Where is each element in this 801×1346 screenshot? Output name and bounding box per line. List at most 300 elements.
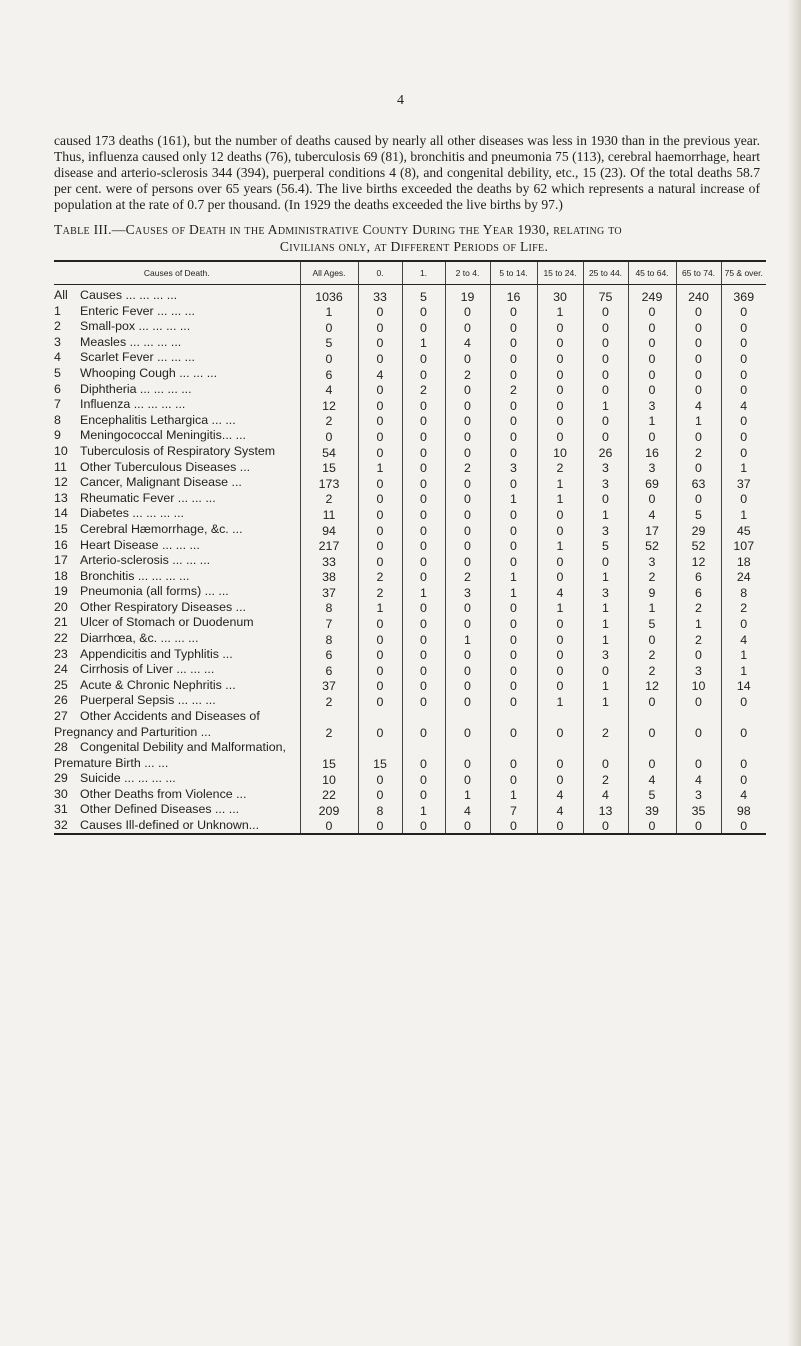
cause-name: Other Accidents and Diseases of Pregnancy and Parturition ... [54,709,260,739]
cause-name: Diphtheria ... ... ... ... [80,381,192,396]
value-cell: 5 [402,285,445,304]
value-cell: 0 [583,491,628,507]
cause-name: Congenital Debility and Malformation, Premature Birth ... ... [54,740,286,770]
header-age-5-14: 5 to 14. [490,261,537,285]
value-cell: 0 [358,709,402,740]
value-cell: 107 [721,538,766,554]
value-cell: 1 [583,569,628,585]
value-cell: 1 [583,397,628,413]
value-cell: 0 [300,319,358,335]
value-cell: 2 [358,569,402,585]
value-cell: 4 [358,366,402,382]
value-cell: 1 [358,460,402,476]
cause-cell [54,428,300,444]
value-cell: 35 [676,802,721,818]
value-cell: 0 [490,304,537,320]
cause-name: Other Respiratory Diseases ... [80,599,246,614]
value-cell: 0 [537,335,583,351]
value-cell: 1 [583,615,628,631]
value-cell: 0 [537,740,583,771]
value-cell: 16 [490,285,537,304]
value-cell: 0 [676,350,721,366]
value-cell: 0 [358,506,402,522]
cause-cell [54,647,300,663]
value-cell: 3 [676,787,721,803]
cause-number: 31 [54,802,68,817]
value-cell: 0 [402,740,445,771]
cause-number: 24 [54,662,68,677]
value-cell: 0 [402,428,445,444]
cause-cell [54,740,300,771]
value-cell: 0 [402,787,445,803]
value-cell: 0 [490,444,537,460]
cause-cell [54,818,300,835]
value-cell: 4 [583,787,628,803]
value-cell: 0 [402,522,445,538]
value-cell: 1 [537,600,583,616]
cause-number: 18 [54,568,68,583]
value-cell: 0 [721,818,766,835]
table-row [54,771,766,787]
value-cell: 0 [402,350,445,366]
table-title [54,222,774,255]
value-cell: 0 [721,491,766,507]
table-title-line1: Table III.—Causes of Death in the Administrative County During the Year 1930, relating to [54,222,622,237]
header-age-75-over: 75 & over. [721,261,766,285]
cause-number: 20 [54,599,68,614]
value-cell: 0 [445,647,490,663]
cause-cell [54,506,300,522]
value-cell: 0 [445,304,490,320]
value-cell: 6 [676,569,721,585]
value-cell: 29 [676,522,721,538]
value-cell: 0 [445,475,490,491]
value-cell: 69 [628,475,676,491]
cause-name: Causes ... ... ... ... [80,288,178,302]
value-cell: 4 [721,397,766,413]
value-cell: 2 [300,709,358,740]
value-cell: 0 [445,740,490,771]
value-cell: 0 [490,709,537,740]
value-cell: 0 [721,740,766,771]
value-cell: 0 [490,428,537,444]
value-cell: 0 [358,382,402,398]
value-cell: 10 [300,771,358,787]
intro-paragraph: caused 173 deaths (161), but the number of deaths caused by nearly all other diseases was less in 1930 than in the previous year. Thus, influenza caused only 12 deaths (76), tuberculosis 69 (81), bronchitis and pneumonia 75 (113), cerebral haemorrhage, heart disease and arterio-sclerosis 344 (394), puerperal conditions 4 (8), and congenital debility, etc., 15 (23). Of the total deaths 58.7 per cent. were of persons over 65 years (56.4). The live births exceeded the deaths by 62 which represents a natural increase of population at the rate of 0.7 per thousand. (In 1929 the deaths exceeded the live births by 97.) [54,132,760,213]
table-row [54,350,766,366]
value-cell: 0 [358,662,402,678]
value-cell: 0 [358,647,402,663]
value-cell: 0 [676,491,721,507]
table-row [54,631,766,647]
value-cell: 0 [358,678,402,694]
value-cell: 0 [402,491,445,507]
value-cell: 4 [628,506,676,522]
value-cell: 0 [537,662,583,678]
value-cell: 1 [537,538,583,554]
value-cell: 4 [537,802,583,818]
cause-cell [54,413,300,429]
cause-cell [54,444,300,460]
value-cell: 1 [583,693,628,709]
cause-number: 9 [54,428,61,443]
value-cell: 0 [721,428,766,444]
value-cell: 3 [628,553,676,569]
value-cell: 17 [628,522,676,538]
value-cell: 0 [537,350,583,366]
value-cell: 217 [300,538,358,554]
header-age-1: 1. [402,261,445,285]
value-cell: 33 [300,553,358,569]
value-cell: 0 [402,460,445,476]
value-cell: 0 [537,413,583,429]
value-cell: 10 [537,444,583,460]
value-cell: 0 [490,538,537,554]
value-cell: 0 [537,678,583,694]
value-cell: 249 [628,285,676,304]
value-cell: 0 [490,366,537,382]
value-cell: 2 [300,693,358,709]
cause-name: Bronchitis ... ... ... ... [80,568,190,583]
value-cell: 0 [628,428,676,444]
cause-name: Other Tuberculous Diseases ... [80,459,251,474]
value-cell: 3 [628,397,676,413]
value-cell: 22 [300,787,358,803]
value-cell: 0 [358,428,402,444]
cause-cell [54,335,300,351]
value-cell: 0 [402,569,445,585]
cause-cell [54,615,300,631]
cause-name: Enteric Fever ... ... ... [80,303,195,318]
value-cell: 14 [721,678,766,694]
value-cell: 37 [300,584,358,600]
cause-cell [54,475,300,491]
cause-cell [54,771,300,787]
table-row [54,428,766,444]
value-cell: 4 [628,771,676,787]
value-cell: 8 [721,584,766,600]
value-cell: 10 [676,678,721,694]
value-cell: 98 [721,802,766,818]
value-cell: 0 [402,506,445,522]
value-cell: 0 [358,771,402,787]
value-cell: 0 [300,350,358,366]
value-cell: 0 [490,647,537,663]
cause-cell [54,522,300,538]
value-cell: 0 [402,397,445,413]
header-age-2-4: 2 to 4. [445,261,490,285]
value-cell: 15 [300,740,358,771]
value-cell: 7 [490,802,537,818]
header-all-ages: All Ages. [300,261,358,285]
value-cell: 12 [300,397,358,413]
table-row [54,491,766,507]
value-cell: 0 [628,491,676,507]
cause-number: 29 [54,771,68,786]
cause-name: Pneumonia (all forms) ... ... [80,584,229,599]
cause-name: Cirrhosis of Liver ... ... ... [80,662,215,677]
value-cell: 5 [583,538,628,554]
value-cell: 6 [300,366,358,382]
value-cell: 0 [358,335,402,351]
value-cell: 0 [721,615,766,631]
cause-name: Heart Disease ... ... ... [80,537,200,552]
value-cell: 2 [300,413,358,429]
cause-name: Diarrhœa, &c. ... ... ... [80,631,199,646]
table-row [54,662,766,678]
cause-cell [54,802,300,818]
value-cell: 94 [300,522,358,538]
value-cell: 0 [445,818,490,835]
value-cell: 0 [358,319,402,335]
value-cell: 1 [402,335,445,351]
value-cell: 2 [628,662,676,678]
value-cell: 0 [402,444,445,460]
value-cell: 0 [583,428,628,444]
cause-number: 28 [54,740,68,755]
value-cell: 1 [721,506,766,522]
cause-number: 3 [54,334,61,349]
value-cell: 0 [490,475,537,491]
value-cell: 0 [721,709,766,740]
table-title-line2: Civilians only, at Different Periods of Life. [279,238,549,254]
cause-name: Appendicitis and Typhlitis ... [80,646,233,661]
table-row [54,382,766,398]
table-row [54,413,766,429]
value-cell: 5 [676,506,721,522]
value-cell: 0 [721,413,766,429]
value-cell: 24 [721,569,766,585]
value-cell: 4 [445,802,490,818]
value-cell: 2 [721,600,766,616]
value-cell: 6 [300,647,358,663]
value-cell: 0 [402,538,445,554]
value-cell: 1 [402,584,445,600]
value-cell: 0 [445,538,490,554]
value-cell: 18 [721,553,766,569]
value-cell: 0 [445,709,490,740]
value-cell: 0 [628,304,676,320]
value-cell: 1 [490,569,537,585]
cause-number: 17 [54,553,68,568]
value-cell: 5 [300,335,358,351]
value-cell: 0 [402,631,445,647]
cause-name: Puerperal Sepsis ... ... ... [80,693,216,708]
cause-name: Acute & Chronic Nephritis ... [80,677,236,692]
value-cell: 0 [358,444,402,460]
cause-number: 7 [54,397,61,412]
value-cell: 0 [445,506,490,522]
cause-number: 14 [54,506,68,521]
value-cell: 3 [583,522,628,538]
value-cell: 16 [628,444,676,460]
value-cell: 173 [300,475,358,491]
value-cell: 0 [445,350,490,366]
value-cell: 37 [300,678,358,694]
value-cell: 0 [537,522,583,538]
table-row [54,615,766,631]
value-cell: 1036 [300,285,358,304]
value-cell: 7 [300,615,358,631]
value-cell: 2 [358,584,402,600]
value-cell: 0 [445,428,490,444]
cause-cell [54,319,300,335]
value-cell: 0 [676,366,721,382]
value-cell: 1 [537,693,583,709]
cause-cell [54,366,300,382]
table-row [54,647,766,663]
cause-name: Tuberculosis of Respiratory System [80,443,276,458]
value-cell: 39 [628,802,676,818]
table-row [54,818,766,835]
header-age-45-64: 45 to 64. [628,261,676,285]
value-cell: 0 [676,382,721,398]
value-cell: 0 [490,662,537,678]
value-cell: 0 [676,709,721,740]
value-cell: 1 [445,631,490,647]
value-cell: 0 [358,631,402,647]
value-cell: 0 [721,444,766,460]
table-row [54,460,766,476]
table-row [54,600,766,616]
value-cell: 1 [490,491,537,507]
value-cell: 33 [358,285,402,304]
value-cell: 3 [583,475,628,491]
value-cell: 0 [445,600,490,616]
table-row [54,538,766,554]
cause-number: 19 [54,584,68,599]
value-cell: 2 [676,600,721,616]
value-cell: 0 [402,413,445,429]
table-row [54,506,766,522]
value-cell: 0 [490,615,537,631]
cause-cell [54,709,300,740]
value-cell: 0 [676,740,721,771]
cause-number: 10 [54,443,68,458]
table-row [54,584,766,600]
cause-name: Suicide ... ... ... ... [80,771,176,786]
value-cell: 0 [490,397,537,413]
value-cell: 0 [358,787,402,803]
value-cell: 8 [300,600,358,616]
value-cell: 1 [445,787,490,803]
value-cell: 75 [583,285,628,304]
value-cell: 0 [402,647,445,663]
value-cell: 0 [402,615,445,631]
cause-cell [54,569,300,585]
value-cell: 8 [358,802,402,818]
cause-number: 15 [54,521,68,536]
value-cell: 0 [445,319,490,335]
value-cell: 0 [490,631,537,647]
value-cell: 0 [721,304,766,320]
value-cell: 0 [537,709,583,740]
value-cell: 0 [676,319,721,335]
value-cell: 0 [490,319,537,335]
value-cell: 0 [628,319,676,335]
value-cell: 2 [676,444,721,460]
value-cell: 0 [583,662,628,678]
value-cell: 37 [721,475,766,491]
cause-name: Diabetes ... ... ... ... [80,506,184,521]
value-cell: 1 [537,475,583,491]
table-row [54,709,766,740]
cause-name: Arterio-sclerosis ... ... ... [80,553,211,568]
cause-cell [54,584,300,600]
value-cell: 0 [490,693,537,709]
value-cell: 3 [676,662,721,678]
value-cell: 13 [583,802,628,818]
value-cell: 2 [583,771,628,787]
value-cell: 0 [537,569,583,585]
value-cell: 2 [583,709,628,740]
value-cell: 0 [300,428,358,444]
cause-number: 8 [54,412,61,427]
cause-number: 1 [54,303,61,318]
value-cell: 1 [537,491,583,507]
value-cell: 0 [583,553,628,569]
value-cell: 4 [721,631,766,647]
cause-name: Cerebral Hæmorrhage, &c. ... [80,521,243,536]
value-cell: 0 [358,553,402,569]
value-cell: 0 [490,413,537,429]
cause-name: Whooping Cough ... ... ... [80,365,218,380]
value-cell: 5 [628,787,676,803]
table-row [54,569,766,585]
cause-cell [54,787,300,803]
value-cell: 0 [676,693,721,709]
value-cell: 0 [490,678,537,694]
value-cell: 0 [628,709,676,740]
cause-number: 23 [54,646,68,661]
value-cell: 12 [628,678,676,694]
cause-cell [54,397,300,413]
cause-number: 21 [54,615,68,630]
value-cell: 0 [358,693,402,709]
cause-name: Cancer, Malignant Disease ... [80,475,242,490]
value-cell: 0 [402,709,445,740]
value-cell: 0 [358,304,402,320]
value-cell: 0 [490,818,537,835]
cause-number: 32 [54,817,68,832]
cause-name: Encephalitis Lethargica ... ... [80,412,236,427]
value-cell: 0 [583,366,628,382]
cause-cell [54,538,300,554]
value-cell: 0 [676,818,721,835]
cause-cell [54,304,300,320]
table-row [54,693,766,709]
value-cell: 0 [402,366,445,382]
value-cell: 2 [445,460,490,476]
value-cell: 0 [537,553,583,569]
cause-number: All [54,288,68,302]
table-row [54,522,766,538]
value-cell: 0 [721,771,766,787]
value-cell: 0 [583,740,628,771]
value-cell: 209 [300,802,358,818]
cause-name: Scarlet Fever ... ... ... [80,350,195,365]
value-cell: 0 [537,615,583,631]
value-cell: 30 [537,285,583,304]
value-cell: 0 [583,818,628,835]
cause-number: 22 [54,631,68,646]
value-cell: 0 [445,771,490,787]
value-cell: 0 [490,600,537,616]
value-cell: 4 [300,382,358,398]
value-cell: 0 [490,335,537,351]
value-cell: 0 [721,382,766,398]
value-cell: 6 [676,584,721,600]
